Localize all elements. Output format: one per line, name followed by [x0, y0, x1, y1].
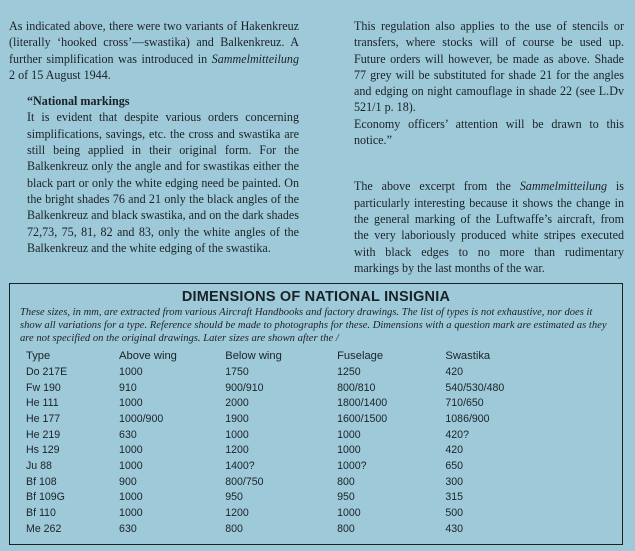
table-header-row: [26, 348, 622, 364]
table-cell: 430: [445, 522, 464, 535]
column-header: Swastika: [445, 350, 491, 362]
table-cell: 910: [119, 381, 137, 394]
table-cell: 1000: [119, 459, 143, 472]
table-cell: Hs 129: [26, 444, 60, 457]
table-cell: [306, 458, 337, 474]
column-header: Above wing: [119, 350, 177, 362]
table-cell: Bf 108: [26, 475, 57, 488]
table-row: [26, 364, 622, 380]
table-row: [26, 395, 622, 411]
table-cell: Bf 109G: [26, 491, 65, 504]
table-cell: 420: [445, 444, 464, 457]
insignia-title: DIMENSIONS OF NATIONAL INSIGNIA: [181, 289, 451, 305]
table-cell: 800/810: [337, 381, 376, 394]
table-row: [26, 458, 622, 474]
table-cell: 1086/900: [445, 412, 490, 425]
table-cell: 1000: [119, 365, 143, 378]
table-cell: [306, 490, 337, 506]
table-body: [26, 364, 622, 537]
table-row: [26, 442, 622, 458]
quote-block: [9, 93, 299, 256]
table-cell: He 219: [26, 428, 61, 441]
excerpt-end: is particularly interesting because it shows the change in the general marking of the Luftwaffe’s aircraft, from the very laboriously produced white stripes executed with black edges to no more than rudimentary markings by the last months of the war.: [354, 179, 624, 275]
table-cell: [306, 364, 337, 380]
table-cell: 1800/1400: [337, 397, 388, 410]
table-cell: 1000/900: [119, 412, 164, 425]
table-cell: He 177: [26, 412, 61, 425]
table-cell: 1200: [225, 507, 249, 520]
table-cell: 540/530/480: [445, 381, 505, 394]
table-cell: 315: [445, 491, 464, 504]
table-row: [26, 474, 622, 490]
table-cell: Ju 88: [26, 459, 52, 472]
right-text-column: [354, 18, 624, 276]
table-cell: [306, 427, 337, 443]
table-row: [26, 521, 622, 537]
table-cell: 1000: [119, 444, 143, 457]
insignia-table-box: [9, 283, 623, 545]
table-row: [26, 490, 622, 506]
table-cell: [306, 474, 337, 490]
table-cell: 1000: [119, 507, 143, 520]
table-cell: 1400?: [225, 459, 255, 472]
table-cell: [306, 442, 337, 458]
table-cell: [306, 411, 337, 427]
table-cell: Me 262: [26, 522, 62, 535]
quote-end: Economy officers’ attention will be drawn to this notice.”: [354, 116, 624, 148]
table-cell: [306, 521, 337, 537]
table-row: [26, 505, 622, 521]
table-cell: 1000: [119, 397, 143, 410]
table-cell: Fw 190: [26, 381, 61, 394]
table-cell: 650: [445, 459, 464, 472]
table-cell: 1900: [225, 412, 249, 425]
table-cell: 950: [225, 491, 243, 504]
table-cell: [306, 380, 337, 396]
table-cell: 1000: [337, 507, 361, 520]
table-cell: 800: [225, 522, 243, 535]
table-cell: 1000: [337, 444, 361, 457]
excerpt-paragraph: [354, 178, 624, 276]
table-cell: Do 217E: [26, 365, 68, 378]
table-cell: He 111: [26, 397, 59, 410]
table-cell: 950: [337, 491, 355, 504]
table-cell: 1000: [337, 428, 361, 441]
column-header: Below wing: [225, 350, 282, 362]
excerpt-start: The above excerpt from the: [354, 179, 520, 194]
table-cell: 800: [337, 475, 355, 488]
table-cell: 630: [119, 522, 137, 535]
quote-heading: “National markings: [27, 94, 130, 109]
table-cell: 300: [445, 475, 464, 488]
column-header: Type: [26, 350, 51, 362]
column-header: [306, 348, 337, 364]
table-cell: 1000: [119, 491, 143, 504]
left-text-column: [9, 18, 299, 256]
table-row: [26, 380, 622, 396]
table-cell: Bf 110: [26, 507, 56, 520]
intro-paragraph: [9, 18, 299, 83]
table-cell: 900/910: [225, 381, 264, 394]
intro-text: As indicated above, there were two variants of Hakenkreuz (literally ‘hooked cross’—swastika) and Balkenkreuz. A further simplification was introduced in: [9, 19, 299, 66]
table-cell: 1750: [225, 365, 249, 378]
insignia-table: [26, 348, 622, 537]
quote-body: It is evident that despite various orders concerning simplifications, savings, etc. the cross and swastika are still being applied in their original form. For the Balkenkreuz only the angle and for swastikas either the black part or only the white edging need be painted. On the bright shades 76 and 21 only the black angles of the Balkenkreuz and black swastika, and on the dark shades 72,73, 75, 81, 82 and 83, only the white angles of the Balkenkreuz and the white edging of the swastika.: [27, 110, 299, 255]
table-cell: 420: [445, 365, 464, 378]
table-cell: 1000?: [337, 459, 367, 472]
intro-end: 2 of 15 August 1944.: [9, 67, 111, 82]
table-cell: 1250: [337, 365, 361, 378]
table-cell: 1000: [225, 428, 249, 441]
intro-italic: Sammelmitteilung: [211, 51, 299, 66]
table-cell: 800: [337, 522, 355, 535]
table-cell: 1200: [225, 444, 249, 457]
excerpt-italic: Sammelmitteilung: [519, 179, 608, 194]
table-cell: 420?: [445, 428, 469, 441]
table-row: [26, 427, 622, 443]
table-cell: [306, 395, 337, 411]
table-cell: 710/650: [445, 397, 484, 410]
table-cell: 800/750: [225, 475, 264, 488]
table-cell: 2000: [225, 397, 249, 410]
insignia-note: These sizes, in mm, are extracted from various Aircraft Handbooks and factory drawings. The list of types is not exhaustive, nor does it show all variations for a type. Reference should be made to photographs for these. Dimensions with a question mark are estimated as they are not specified on the original drawings. Later sizes are shown after the /: [20, 307, 607, 345]
table-cell: 500: [445, 507, 464, 520]
table-cell: 900: [119, 475, 137, 488]
quote-continued: This regulation also applies to the use of stencils or transfers, where stocks will of course be used up. Future orders will however, be made as above. Shade 77 grey will be substituted for shade 21 for the angles and edging on night camouflage in shade 22 (see L.Dv 521/1 p. 18).: [354, 19, 624, 115]
column-header: Fuselage: [337, 350, 384, 362]
table-cell: 1600/1500: [337, 412, 388, 425]
table-cell: 630: [119, 428, 137, 441]
table-cell: [306, 505, 337, 521]
table-row: [26, 411, 622, 427]
